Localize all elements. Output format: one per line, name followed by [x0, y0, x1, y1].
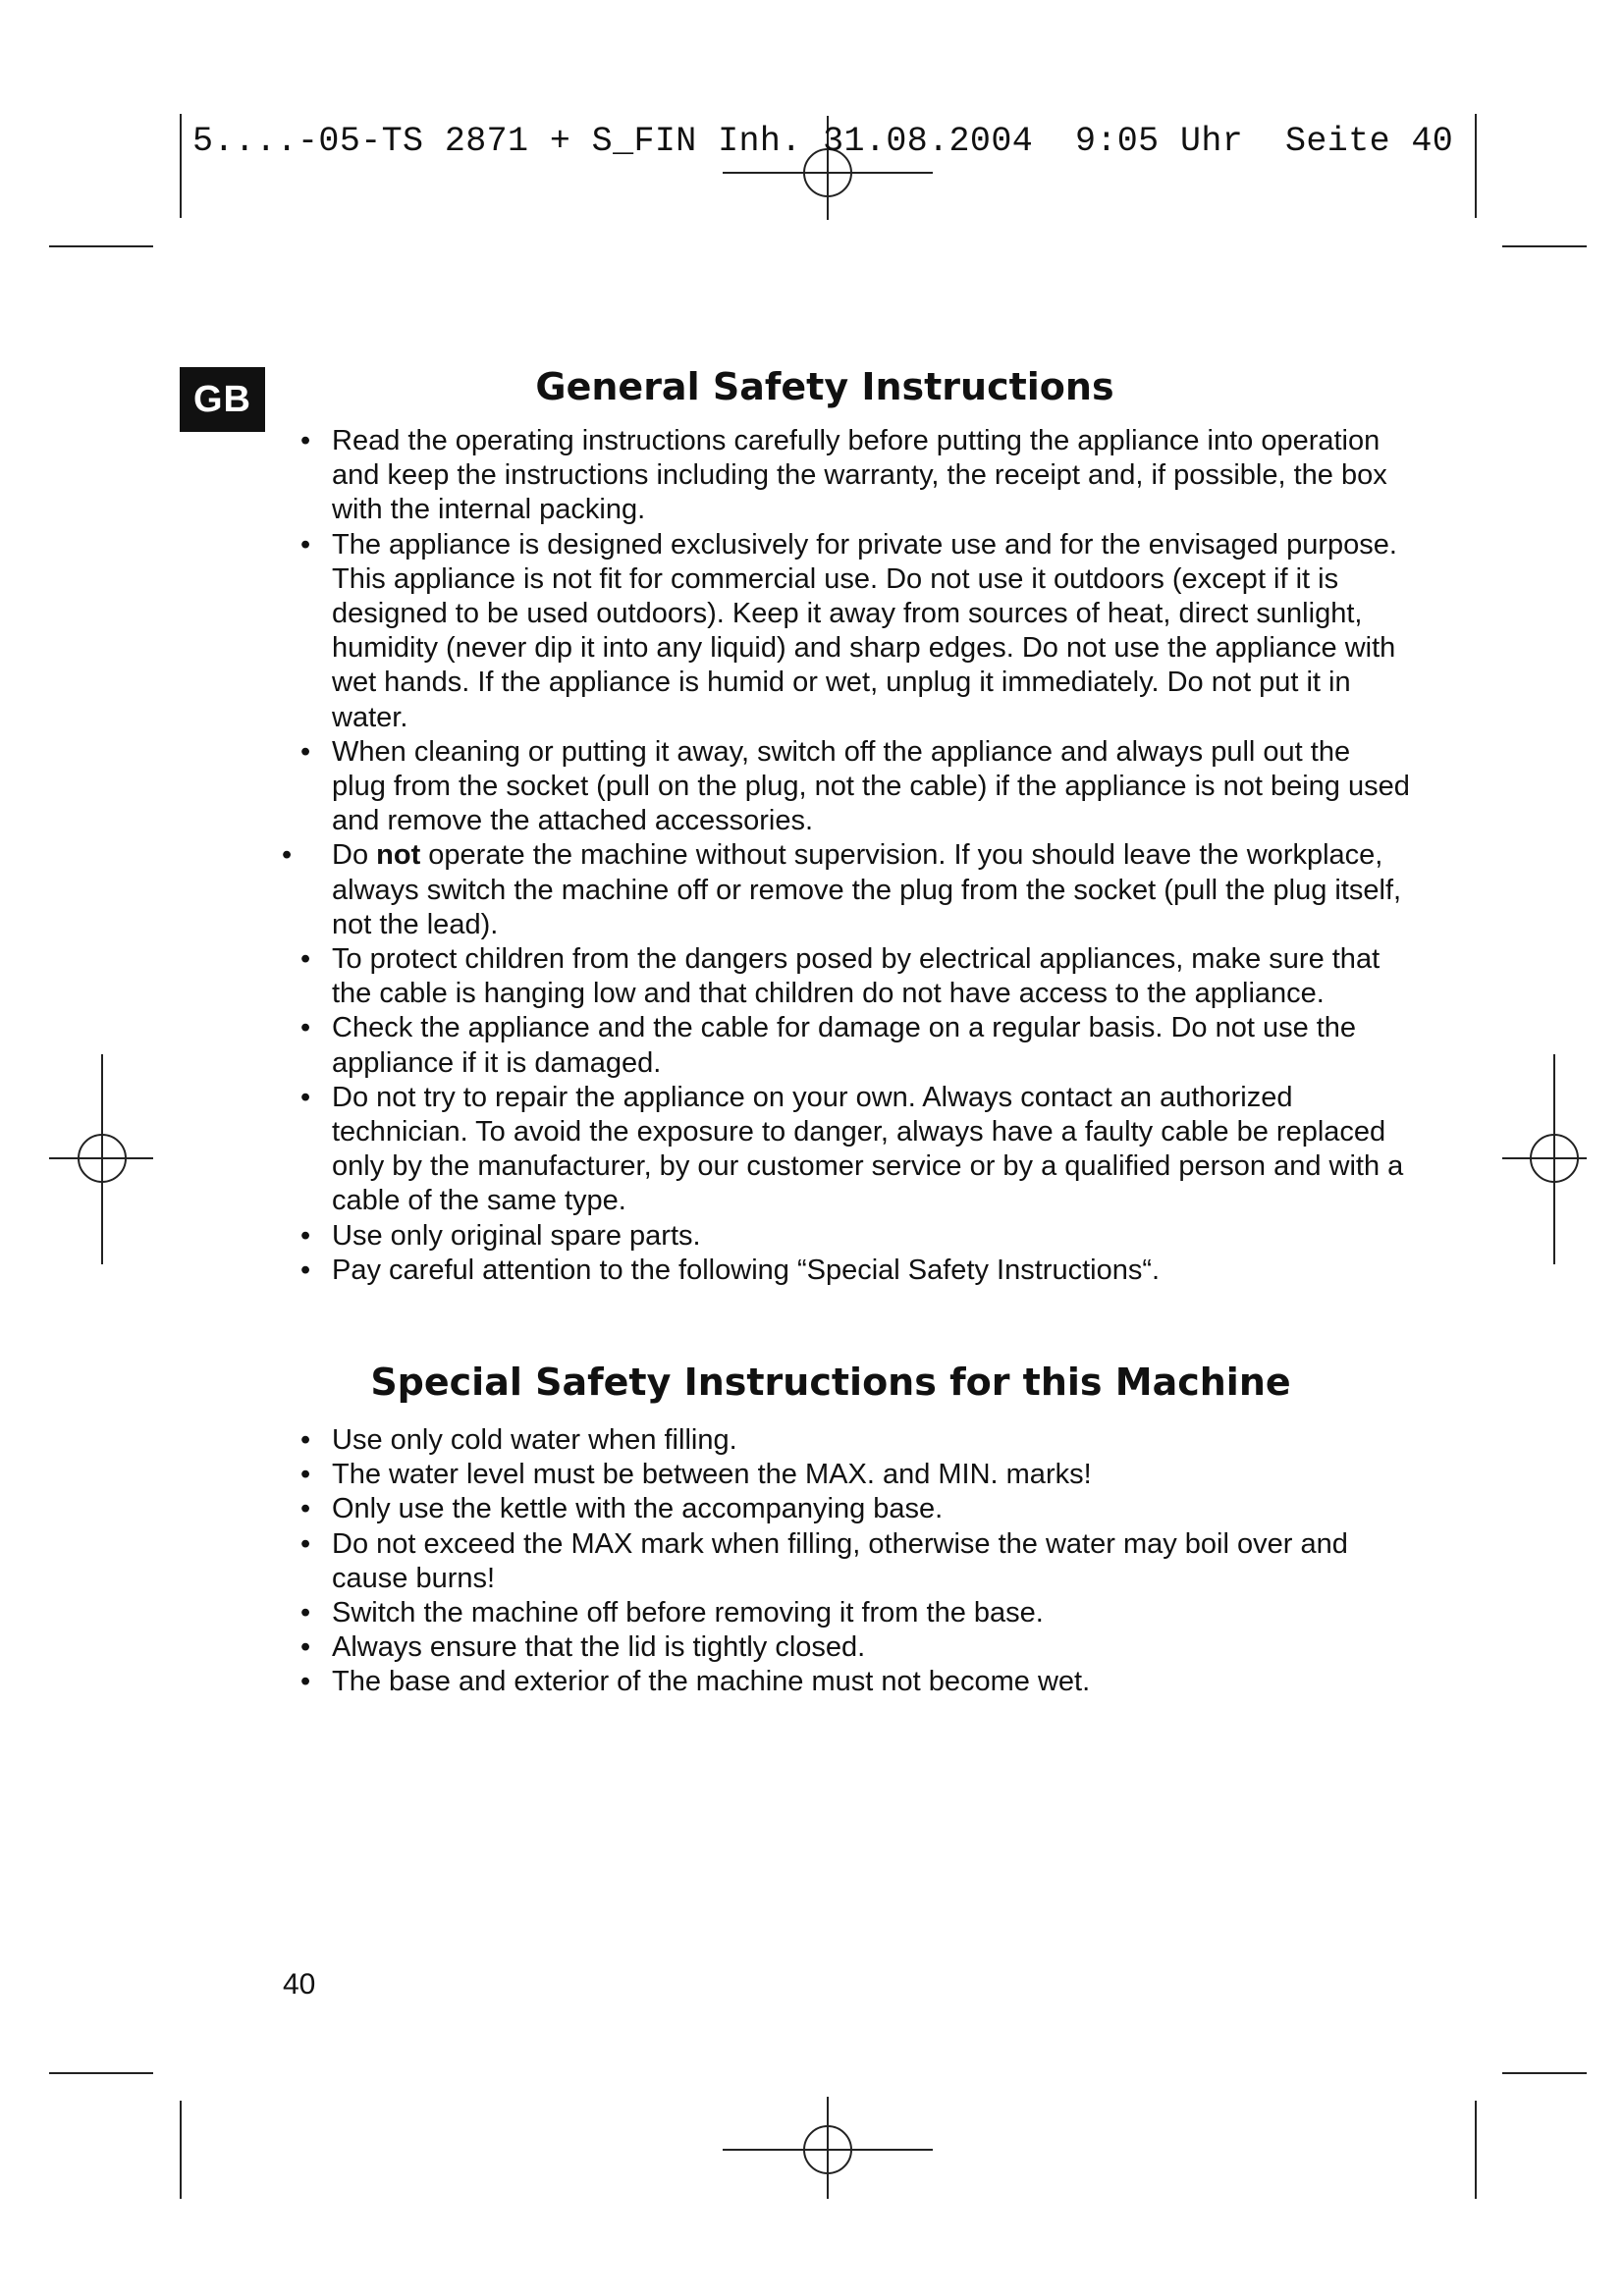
bullet-icon: • — [300, 1012, 311, 1044]
registration-target-right — [1502, 1054, 1587, 1264]
bullet-icon: • — [300, 528, 311, 561]
bullet-icon: • — [282, 839, 293, 872]
bullet-icon: • — [300, 425, 311, 456]
registration-target-bottom — [723, 2097, 933, 2199]
list-item: • Check the appliance and the cable for damage on a regular basis. Do not use the appliance if it is damaged. — [300, 1012, 1357, 1079]
special-safety-list — [282, 1423, 1411, 1700]
list-item: • Use only original spare parts. — [282, 1219, 1411, 1254]
list-item: • Only use the kettle with the accompanying base. — [282, 1492, 1411, 1526]
special-safety-title: Special Safety Instructions for this Machine — [370, 1361, 1291, 1404]
general-safety-list — [282, 424, 1411, 1288]
bullet-icon: • — [300, 943, 311, 976]
list-item: • Do not exceed the MAX mark when filling, otherwise the water may boil over and cause burns! — [300, 1527, 1348, 1594]
general-safety-title: General Safety Instructions — [535, 365, 1114, 408]
bullet-icon: • — [300, 1666, 311, 1698]
bullet-icon: • — [300, 1081, 311, 1113]
registration-target-left — [49, 1054, 153, 1264]
bullet-icon: • — [300, 1219, 311, 1252]
bullet-icon: • — [300, 1254, 311, 1286]
list-item: • Always ensure that the lid is tightly closed. — [282, 1630, 1411, 1665]
list-item: • To protect children from the dangers posed by electrical appliances, make sure that the cable is hanging low and that children do not have access to the appliance. — [300, 943, 1380, 1010]
print-slug-header: 5....-05-TS 2871 + S_FIN Inh. 31.08.2004 9:05 Uhr Seite 40 — [192, 122, 1454, 161]
emphasis-not: not — [376, 839, 421, 872]
bullet-icon: • — [300, 735, 311, 768]
list-item: • Read the operating instructions carefully before putting the appliance into operation and keep the instructions including the warranty, the receipt and, if possible, the box with the internal packing. — [300, 425, 1387, 526]
page-number: 40 — [283, 1968, 316, 2001]
list-item: • The water level must be between the MAX. and MIN. marks! — [282, 1458, 1411, 1492]
list-item: • Do not try to repair the appliance on your own. Always contact an authorized technician. To avoid the exposure to danger, always have a faulty cable be replaced only by the manufacturer, by our customer service or by a qualified person and with a cable of the same type. — [300, 1081, 1404, 1217]
list-item: • Use only cold water when filling. — [282, 1423, 1411, 1458]
list-item: • Switch the machine off before removing it from the base. — [282, 1596, 1411, 1630]
list-item-do-not: • Do not operate the machine without supervision. If you should leave the workplace, always switch the machine off or remove the plug from the socket (pull the plug itself, not the lead). — [282, 839, 1402, 940]
list-item: • Pay careful attention to the following “Special Safety Instructions“. — [282, 1254, 1411, 1288]
bullet-icon: • — [300, 1493, 311, 1525]
bullet-icon: • — [300, 1597, 311, 1629]
list-item: • The base and exterior of the machine must not become wet. — [282, 1665, 1411, 1699]
bullet-icon: • — [300, 1527, 311, 1560]
bullet-icon: • — [300, 1424, 311, 1456]
list-item: • The appliance is designed exclusively for private use and for the envisaged purpose. This appliance is not fit for commercial use. Do not use it outdoors (except if it is designed to be used outdoors). Keep it away from sources of heat, direct sunlight, humidity (never dip it into any liquid) and sharp edges. Do not use the appliance with wet hands. If the appliance is humid or wet, unplug it immediately. Do not put it in water. — [300, 528, 1397, 733]
language-tab-gb: GB — [180, 367, 265, 432]
list-item: • When cleaning or putting it away, switch off the appliance and always pull out the plug from the socket (pull on the plug, not the cable) if the appliance is not being used and remove the attached accessories. — [300, 735, 1410, 837]
bullet-icon: • — [300, 1459, 311, 1491]
bullet-icon: • — [300, 1631, 311, 1664]
